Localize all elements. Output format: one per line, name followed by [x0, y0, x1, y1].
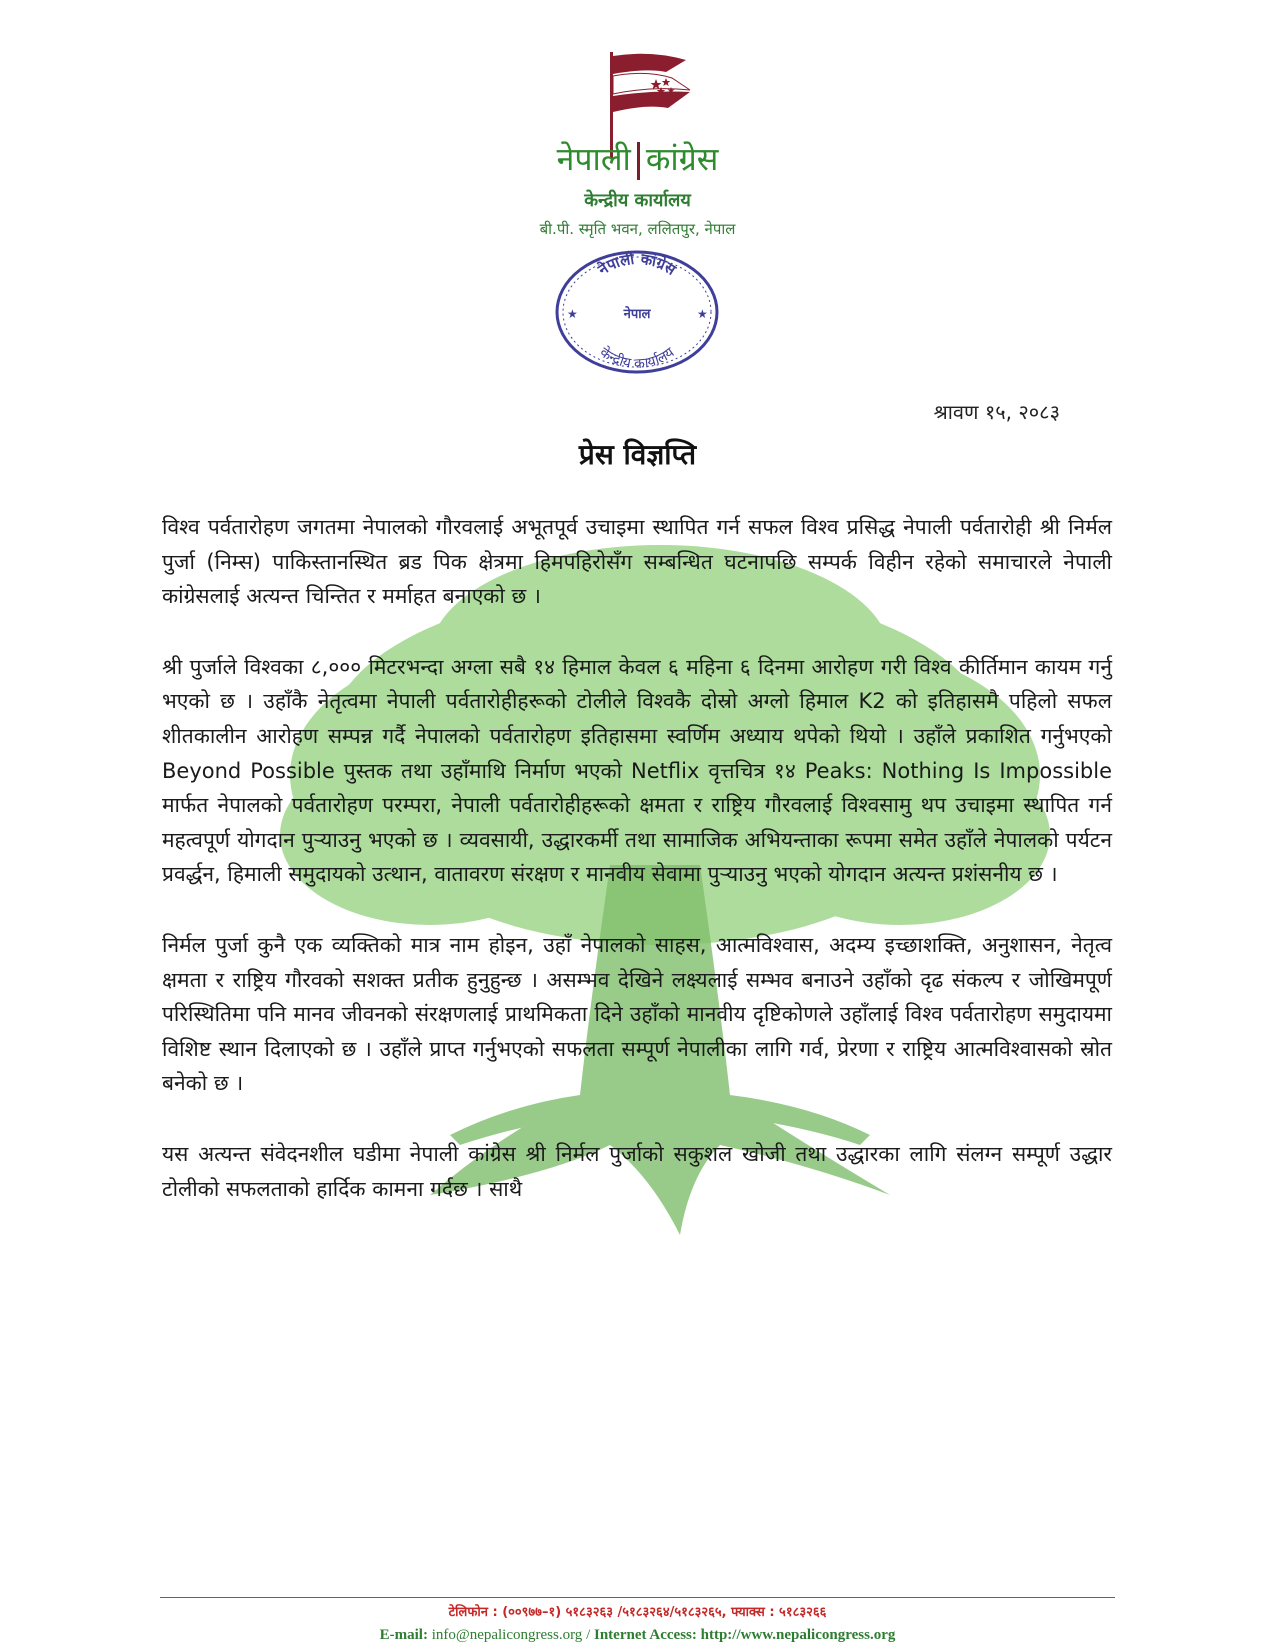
footer-phone: टेलिफोन : (००९७७–१) ५१८३२६३ /५१८३२६४/५१८३२६५, फ्याक्स : ५१८३२६६: [448, 1605, 827, 1620]
office-name: केन्द्रीय कार्यालय: [584, 190, 691, 211]
seal-star-left-icon: ★: [567, 307, 578, 321]
org-name-left: नेपाली: [556, 140, 631, 178]
website-link[interactable]: http://www.nepalicongress.org: [700, 1627, 896, 1643]
internet-label: Internet Access:: [593, 1627, 697, 1643]
footer-divider: [160, 1597, 1115, 1598]
document-title: प्रेस विज्ञप्ति: [578, 438, 697, 471]
press-release-body: [162, 510, 1112, 1242]
release-date: श्रावण १५, २०८३: [933, 400, 1060, 424]
flag-pole-divider: [637, 142, 640, 180]
svg-text:नेपाली कांग्रेस: [594, 250, 680, 280]
body-paragraph-2: श्री पुर्जाले विश्वका ८,००० मिटरभन्दा अग्ला सबै १४ हिमाल केवल ६ महिना ६ दिनमा आरोहण गरी विश्व कीर्तिमान कायम गर्नु भएको छ । उहाँकै नेतृत्वमा नेपाली पर्वतारोहीहरूको टोलीले विश्वकै दोस्रो अग्लो हिमाल K2 को इतिहासमै पहिलो सफल शीतकालीन आरोहण सम्पन्न गर्दै नेपालको पर्वतारोहण इतिहासमा स्वर्णिम अध्याय थपेको थियो । उहाँले प्रकाशित गर्नुभएको Beyond Possible पुस्तक तथा उहाँमाथि निर्माण भएको Netflix वृत्तचित्र १४ Peaks: Nothing Is Impossible मार्फत नेपालको पर्वतारोहण परम्परा, नेपाली पर्वतारोहीहरूको क्षमता र राष्ट्रिय गौरवलाई विश्वसामु थप उचाइमा स्थापित गर्न महत्वपूर्ण योगदान पुर्‍याउनु भएको छ । व्यवसायी, उद्धारकर्मी तथा सामाजिक अभियन्ताका रूपमा समेत उहाँले नेपालको पर्यटन प्रवर्द्धन, हिमाली समुदायको उत्थान, वातावरण संरक्षण र मानवीय सेवामा पुर्‍याउनु भएको योगदान अत्यन्त प्रशंसनीय छ ।: [162, 654, 1112, 887]
seal-center-text: नेपाल: [623, 307, 651, 322]
contact-separator: /: [586, 1627, 591, 1643]
office-address: बी.पी. स्मृति भवन, ललितपुर, नेपाल: [539, 220, 736, 238]
seal-top-text: नेपाली कांग्रेस: [594, 249, 680, 279]
body-paragraph-1: विश्व पर्वतारोहण जगतमा नेपालको गौरवलाई अभूतपूर्व उचाइमा स्थापित गर्न सफल विश्व प्रसिद्ध नेपाली पर्वतारोही श्री निर्मल पुर्जा (निम्स) पाकिस्तानस्थित ब्रड पिक क्षेत्रमा हिमपहिरोसँग सम्बन्धित घटनापछि सम्पर्क विहीन रहेको समाचारले नेपाली कांग्रेसलाई अत्यन्त चिन्तित र मर्माहत बनाएको छ ।: [162, 515, 1112, 609]
seal-star-right-icon: ★: [697, 307, 708, 321]
org-name-right: कांग्रेस: [645, 140, 719, 178]
body-paragraph-3: निर्मल पुर्जा कुनै एक व्यक्तिको मात्र नाम होइन, उहाँ नेपालको साहस, आत्मविश्वास, अदम्य इच्छाशक्ति, अनुशासन, नेतृत्व क्षमता र राष्ट्रिय गौरवको सशक्त प्रतीक हुनुहुन्छ । असम्भव देखिने लक्ष्यलाई सम्भव बनाउने उहाँको दृढ संकल्प र जोखिमपूर्ण परिस्थितिमा पनि मानव जीवनको संरक्षणलाई प्राथमिकता दिने उहाँको मानवीय दृष्टिकोणले उहाँलाई विश्व पर्वतारोहण समुदायमा विशिष्ट स्थान दिलाएको छ । उहाँले प्राप्त गर्नुभएको सफलता सम्पूर्ण नेपालीका लागि गर्व, प्रेरणा र राष्ट्रिय आत्मविश्वासको स्रोत बनेको छ ।: [162, 932, 1112, 1096]
email-link[interactable]: info@nepalicongress.org: [431, 1627, 583, 1643]
seal-bottom-text: केन्द्रीय कार्यालय: [596, 344, 678, 373]
email-label: E-mail:: [379, 1627, 428, 1643]
body-paragraph-4: यस अत्यन्त संवेदनशील घडीमा नेपाली कांग्रेस श्री निर्मल पुर्जाको सकुशल खोजी तथा उद्धारका लागि संलग्न सम्पूर्ण उद्धार टोलीको सफलताको हार्दिक कामना गर्दछ । साथै: [162, 1141, 1112, 1201]
footer-contact: [0, 1627, 1275, 1644]
office-seal: [553, 246, 721, 376]
organization-name: [0, 137, 1275, 180]
